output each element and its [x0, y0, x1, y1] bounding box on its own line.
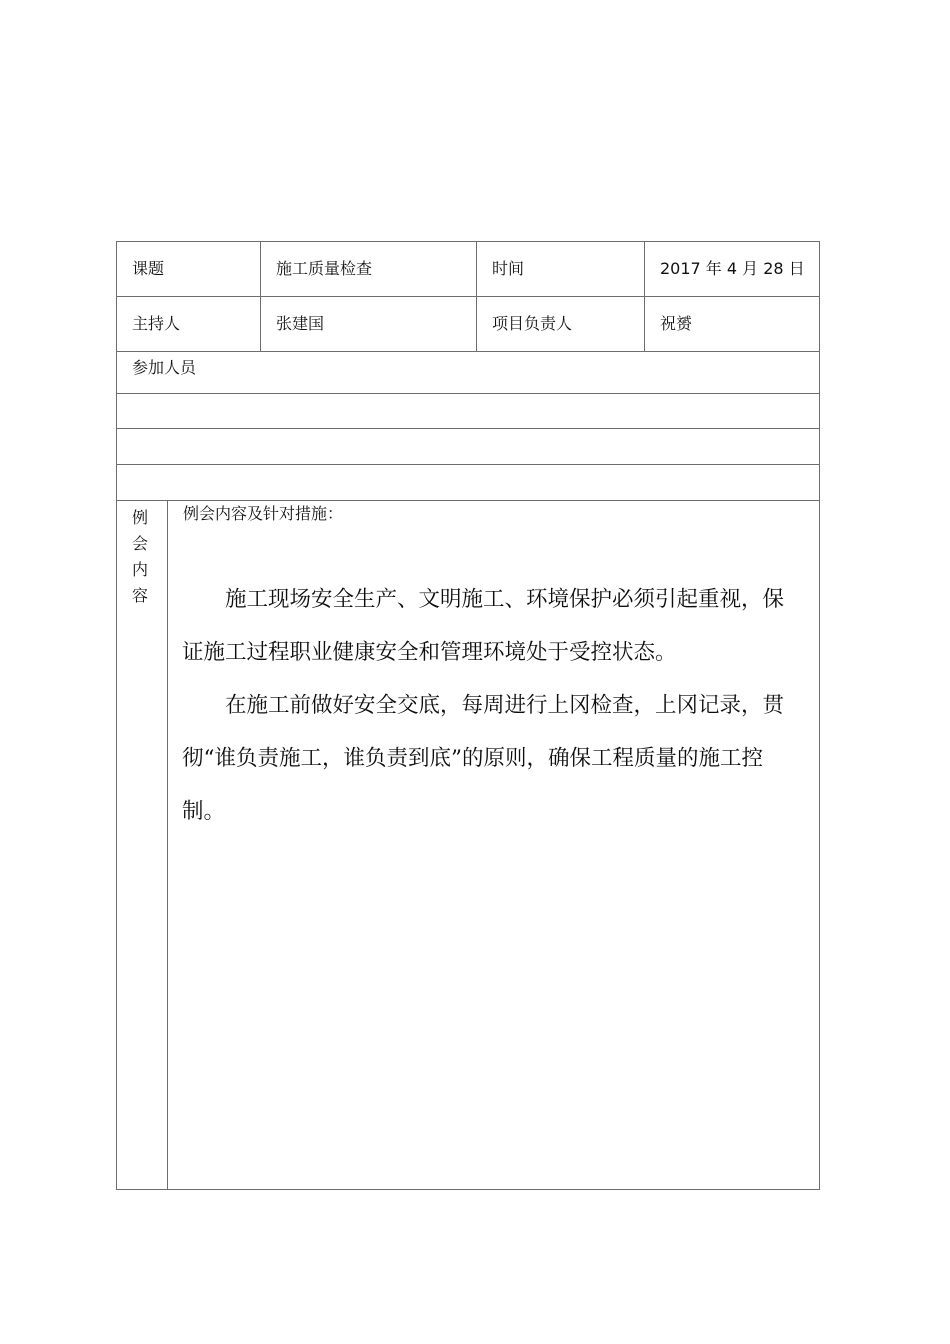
- time-value-cell: [645, 242, 819, 296]
- time-value: 2017 年 4 月 28 日: [660, 259, 805, 278]
- participant-line-1: [117, 394, 819, 429]
- meeting-content-body: [168, 501, 819, 1189]
- side-label-char-3: 内: [132, 560, 149, 579]
- time-label-cell: [477, 242, 645, 296]
- header-row-topic: [117, 242, 819, 297]
- meeting-paragraph-1: 施工现场安全生产、文明施工、环境保护必须引起重视，保证施工过程职业健康安全和管理环境处于受控状态。: [182, 587, 785, 665]
- topic-value: 施工质量检查: [276, 259, 373, 278]
- meeting-content-side-label: [117, 501, 168, 1189]
- host-value-cell: [261, 297, 477, 351]
- manager-value: 祝赟: [660, 314, 693, 333]
- side-label-char-4: 容: [132, 586, 149, 605]
- meeting-record-table: [116, 241, 820, 1190]
- participants-row: [117, 352, 819, 394]
- manager-label: 项目负责人: [492, 314, 573, 333]
- participant-line-2: [117, 429, 819, 465]
- topic-label: 课题: [132, 259, 165, 278]
- host-value: 张建国: [276, 314, 325, 333]
- time-label: 时间: [492, 259, 525, 278]
- meeting-content-heading: 例会内容及针对措施：: [183, 504, 344, 523]
- manager-label-cell: [477, 297, 645, 351]
- host-label-cell: [117, 297, 261, 351]
- meeting-content-text: [182, 573, 802, 838]
- manager-value-cell: [645, 297, 819, 351]
- side-label-char-2: 会: [132, 534, 149, 553]
- meeting-content-section: [117, 501, 819, 1189]
- participant-line-3: [117, 465, 819, 501]
- header-row-host: [117, 297, 819, 352]
- topic-value-cell: [261, 242, 477, 296]
- host-label: 主持人: [132, 314, 181, 333]
- participants-label: 参加人员: [132, 358, 197, 377]
- topic-label-cell: [117, 242, 261, 296]
- side-label-char-1: 例: [132, 508, 149, 527]
- meeting-paragraph-2: 在施工前做好安全交底，每周进行上冈检查，上冈记录，贯彻“谁负责施工，谁负责到底”的原则，确保工程质量的施工控制。: [182, 693, 785, 824]
